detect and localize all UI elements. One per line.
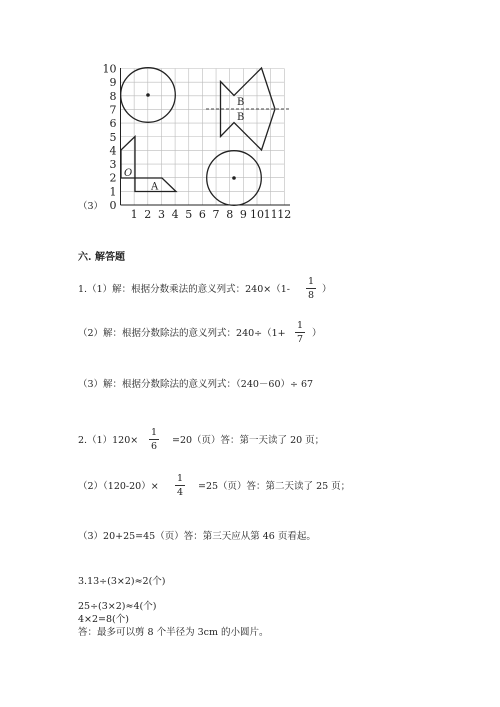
section-title: 六. 解答题 — [78, 252, 125, 263]
q3-answer: 答：最多可以剪 8 个半径为 3cm 的小圆片。 — [78, 627, 269, 638]
x-tick-label: 1 — [130, 208, 138, 221]
y-tick-label: 6 — [109, 117, 117, 131]
fraction-numerator: 1 — [296, 320, 304, 331]
y-tick-label: 0 — [109, 199, 117, 212]
point-label-b-upper: B — [237, 97, 245, 108]
x-tick-label: 12 — [277, 208, 292, 221]
q1-part3-text: （3）解：根据分数除法的意义列式：（240－60）÷ 67 — [78, 379, 314, 390]
q1-part1-fraction — [305, 276, 317, 301]
x-tick-label: 8 — [226, 208, 234, 221]
q3-line3: 4×2=8(个) — [78, 614, 129, 625]
fraction-denominator: 7 — [296, 334, 304, 345]
fraction-denominator: 4 — [176, 487, 184, 498]
x-tick-label: 2 — [144, 208, 152, 221]
point-label-a: A — [151, 181, 159, 193]
x-tick-label: 7 — [212, 208, 220, 221]
q2-part2-fraction — [174, 473, 186, 498]
q2-part1-fraction — [148, 427, 160, 452]
circle-center-dot-lower — [232, 176, 236, 180]
fraction-denominator: 8 — [307, 290, 315, 301]
q3-line1: 3.13÷(3×2)≈2(个) — [78, 576, 166, 587]
q2-part3-text: （3）20+25=45（页）答：第三天应从第 46 页看起。 — [78, 531, 316, 542]
q1-part2-text: （2）解：根据分数除法的意义列式：240÷（1+ — [78, 328, 286, 339]
q2-part2-text: （2）（120-20）× — [78, 481, 159, 492]
fraction-numerator: 1 — [176, 473, 184, 484]
fraction-denominator: 6 — [150, 441, 158, 452]
q3-line2: 25÷(3×2)≈4(个) — [78, 601, 157, 612]
figure-label: （3） — [78, 201, 104, 212]
y-tick-label: 8 — [109, 89, 117, 103]
x-tick-label: 6 — [198, 208, 206, 221]
q2-part1-text: 2.（1）120× — [78, 435, 139, 446]
y-tick-label: 7 — [109, 103, 117, 117]
point-label-o: O — [124, 168, 133, 179]
y-tick-label: 9 — [109, 76, 117, 90]
q2-part2-answer: =25（页）答：第二天读了 25 页； — [198, 481, 351, 492]
point-label-b-lower: B — [237, 112, 245, 123]
x-tick-label: 3 — [157, 208, 165, 221]
fraction-numerator: 1 — [307, 276, 315, 287]
y-tick-label: 4 — [109, 144, 117, 158]
q1-part2-fraction — [294, 320, 306, 345]
x-tick-label: 9 — [239, 208, 247, 221]
q1-part1-text: 1.（1）解：根据分数乘法的意义列式：240×（1- — [78, 284, 290, 295]
x-tick-label: 5 — [185, 208, 193, 221]
x-tick-label: 11 — [263, 208, 278, 221]
y-tick-label: 5 — [109, 130, 117, 144]
y-tick-label: 2 — [109, 171, 117, 185]
q1-part1-close: ） — [322, 284, 332, 295]
q1-part2-close: ） — [312, 328, 322, 339]
circle-center-dot — [146, 93, 150, 97]
y-tick-label: 3 — [109, 158, 117, 172]
q2-part1-answer: =20（页）答：第一天读了 20 页； — [172, 435, 325, 446]
fraction-numerator: 1 — [150, 427, 158, 438]
y-tick-label: 1 — [109, 185, 117, 199]
x-tick-label: 10 — [250, 208, 264, 221]
coordinate-grid-figure — [95, 60, 305, 225]
y-tick-label: 10 — [102, 62, 117, 76]
x-tick-label: 4 — [171, 208, 179, 221]
